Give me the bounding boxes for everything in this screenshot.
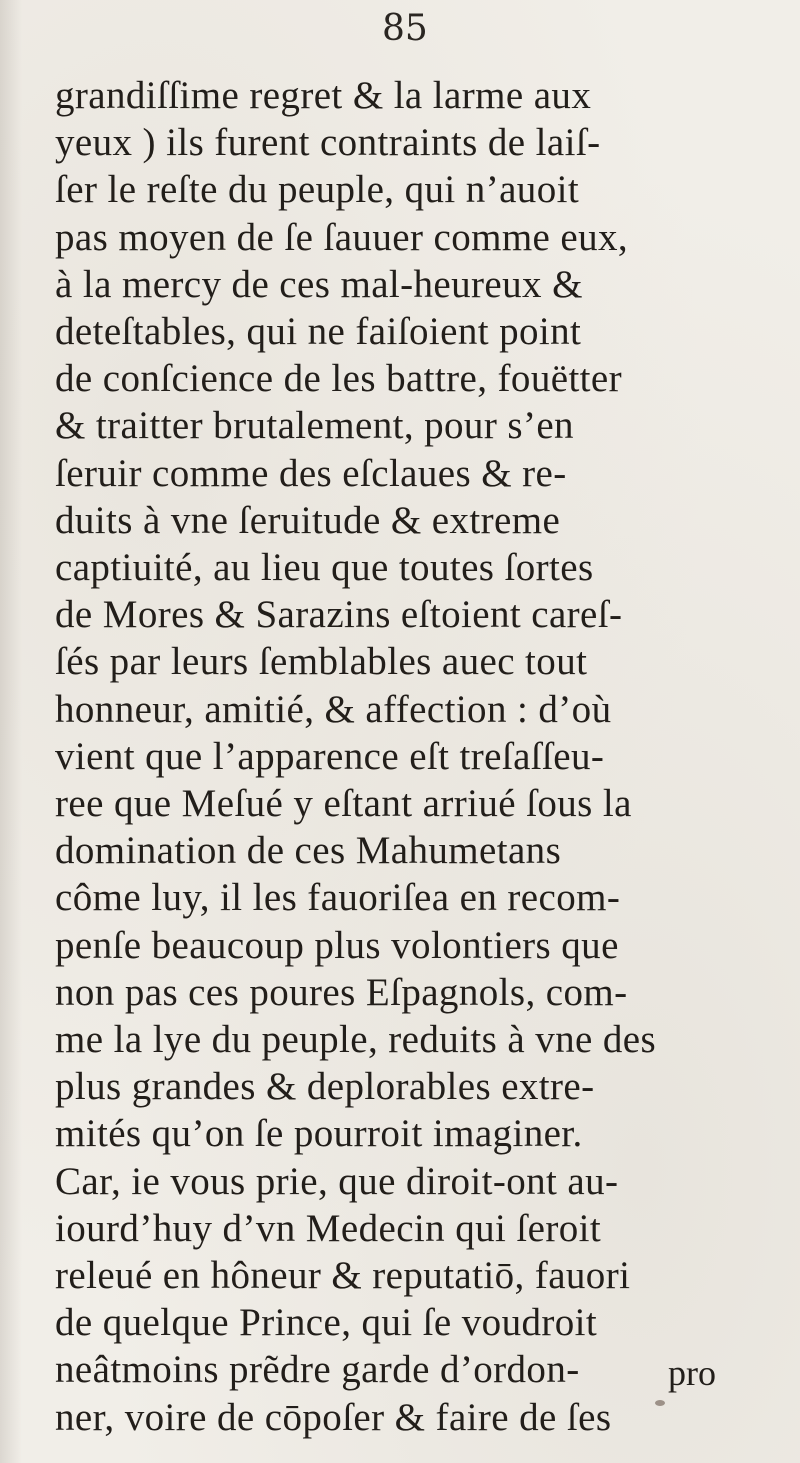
text-line: de Mores & Sarazins eſtoient careſ- (55, 593, 623, 637)
text-line: ſés par leurs ſemblables auec tout (55, 640, 588, 684)
text-line: mités qu’on ſe pourroit imaginer. (55, 1112, 583, 1156)
text-line: deteſtables, qui ne faiſoient point (55, 310, 582, 354)
text-line: honneur, amitié, & affection : d’où (55, 687, 612, 731)
text-line: à la mercy de ces mal-heureux & (55, 262, 583, 306)
text-line: non pas ces poures Eſpagnols, com- (55, 970, 628, 1014)
ink-smudge (655, 1400, 665, 1406)
page-gutter-shadow (0, 0, 22, 1463)
text-line: ner, voire de cōpoſer & faire de ſes (55, 1395, 612, 1439)
page-number: 85 (382, 8, 428, 49)
text-line: neâtmoins prẽdre garde d’ordon- (55, 1348, 580, 1392)
text-line: ſeruir comme des eſclaues & re- (55, 451, 567, 495)
text-line: plus grandes & deplorables extre- (55, 1065, 595, 1109)
text-line: de conſcience de les battre, fouëtter (55, 357, 623, 401)
text-line: penſe beaucoup plus volontiers que (55, 923, 619, 967)
text-line: me la lye du peuple, reduits à vne des (55, 1018, 657, 1062)
text-line: de quelque Prince, qui ſe voudroit (55, 1301, 598, 1345)
text-line: ſer le reſte du peuple, qui n’auoit (55, 168, 580, 212)
text-line: captiuité, au lieu que toutes ſortes (55, 546, 594, 590)
text-line: ree que Meſué y eſtant arriué ſous la (55, 782, 632, 826)
text-line: côme luy, il les fauoriſea en recom- (55, 876, 621, 920)
catchword: pro (668, 1353, 716, 1393)
text-line: pas moyen de ſe ſauuer comme eux, (55, 215, 629, 259)
text-line: domination de ces Mahumetans (55, 829, 562, 873)
text-line: & traitter brutalement, pour s’en (55, 404, 574, 448)
text-line: Car, ie vous prie, que diroit-ont au- (55, 1159, 619, 1203)
text-line: duits à vne ſeruitude & extreme (55, 498, 561, 542)
text-line: grandiſſime regret & la larme aux (55, 74, 592, 117)
body-text (55, 72, 775, 1441)
text-line: yeux ) ils furent contraints de laiſ- (55, 121, 601, 165)
text-line: releué en hôneur & reputatiō, fauori (55, 1254, 631, 1298)
text-line: iourd’huy d’vn Medecin qui ſeroit (55, 1206, 602, 1250)
text-line: vient que l’apparence eſt treſaſſeu- (55, 734, 605, 778)
